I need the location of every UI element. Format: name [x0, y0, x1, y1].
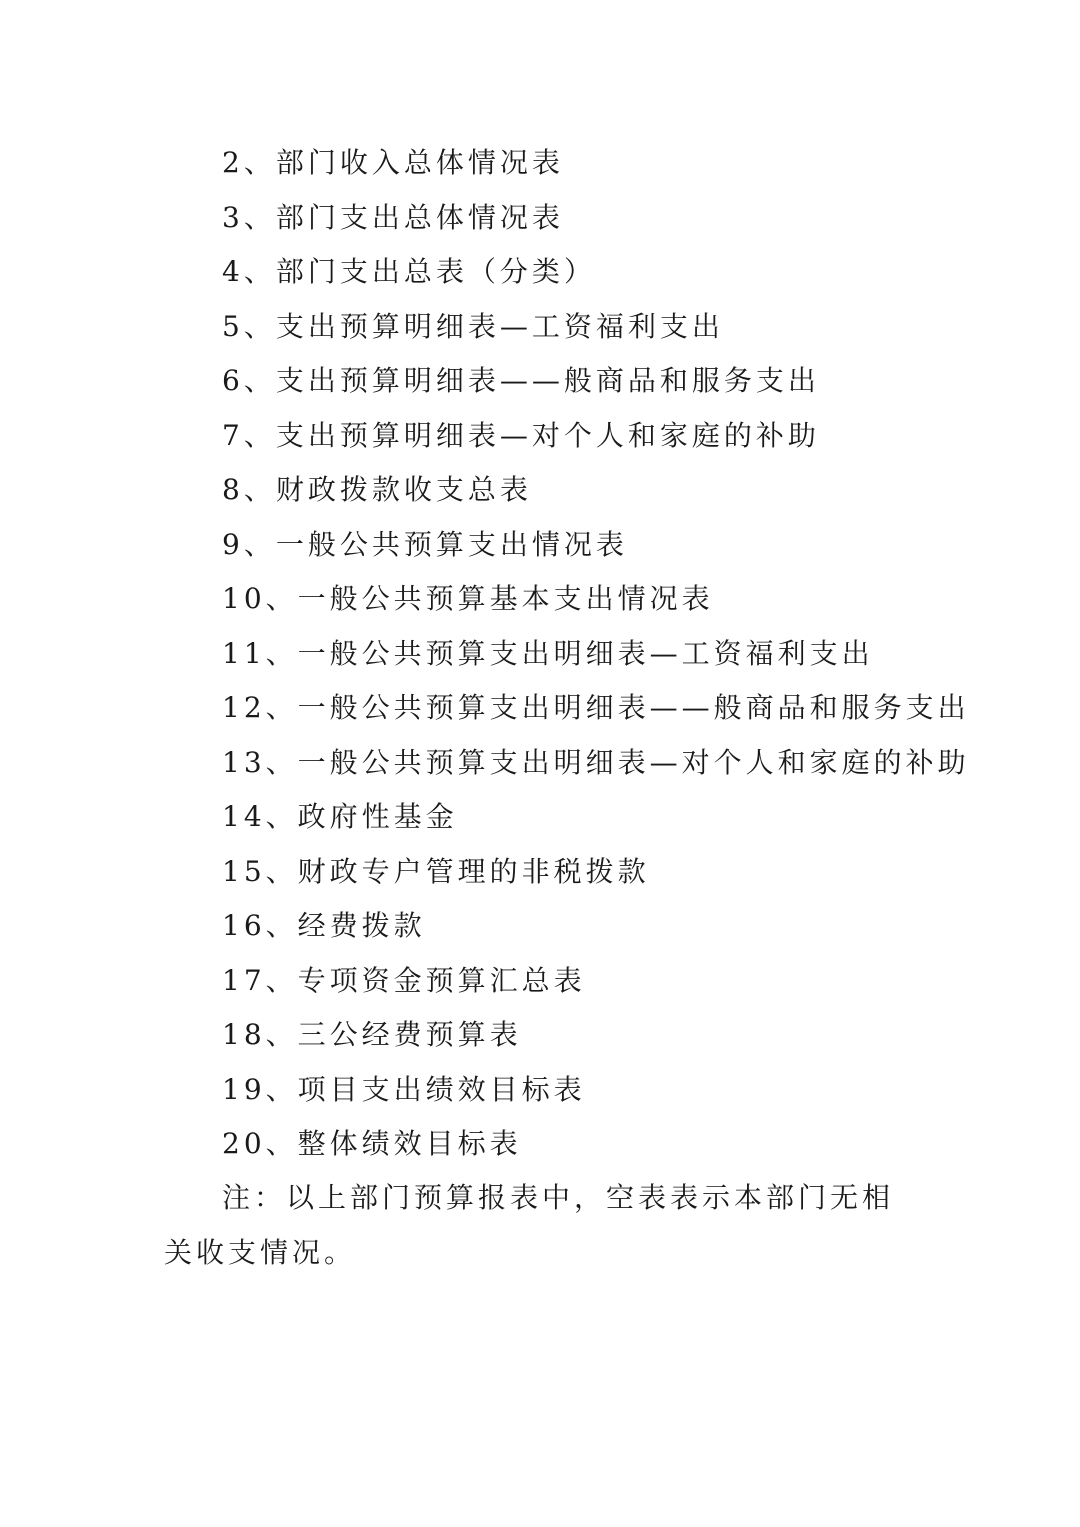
list-item: 7、支出预算明细表—对个人和家庭的补助 [222, 418, 820, 452]
list-item: 19、项目支出绩效目标表 [222, 1072, 586, 1106]
list-item: 9、一般公共预算支出情况表 [222, 527, 628, 561]
list-item: 11、一般公共预算支出明细表—工资福利支出 [222, 636, 874, 670]
list-item: 6、支出预算明细表——般商品和服务支出 [222, 364, 820, 397]
footnote: 注：以上部门预算报表中，空表表示本部门无相关收支情况。 [164, 1181, 895, 1269]
report-list [222, 136, 970, 1172]
list-item: 5、支出预算明细表—工资福利支出 [222, 309, 724, 343]
list-item: 20、整体绩效目标表 [222, 1127, 522, 1160]
list-item: 12、一般公共预算支出明细表——般商品和服务支出 [222, 691, 970, 724]
list-item: 15、财政专户管理的非税拨款 [222, 854, 650, 888]
list-item: 17、专项资金预算汇总表 [222, 963, 586, 997]
list-item: 8、财政拨款收支总表 [222, 473, 532, 506]
list-item: 10、一般公共预算基本支出情况表 [222, 582, 714, 615]
list-item: 3、部门支出总体情况表 [222, 200, 564, 234]
list-item: 18、三公经费预算表 [222, 1018, 522, 1051]
list-item: 14、政府性基金 [222, 800, 458, 833]
list-item: 4、部门支出总表（分类） [222, 255, 596, 288]
list-item: 16、经费拨款 [222, 909, 426, 942]
list-item: 2、部门收入总体情况表 [222, 146, 564, 179]
list-item: 13、一般公共预算支出明细表—对个人和家庭的补助 [222, 745, 970, 779]
